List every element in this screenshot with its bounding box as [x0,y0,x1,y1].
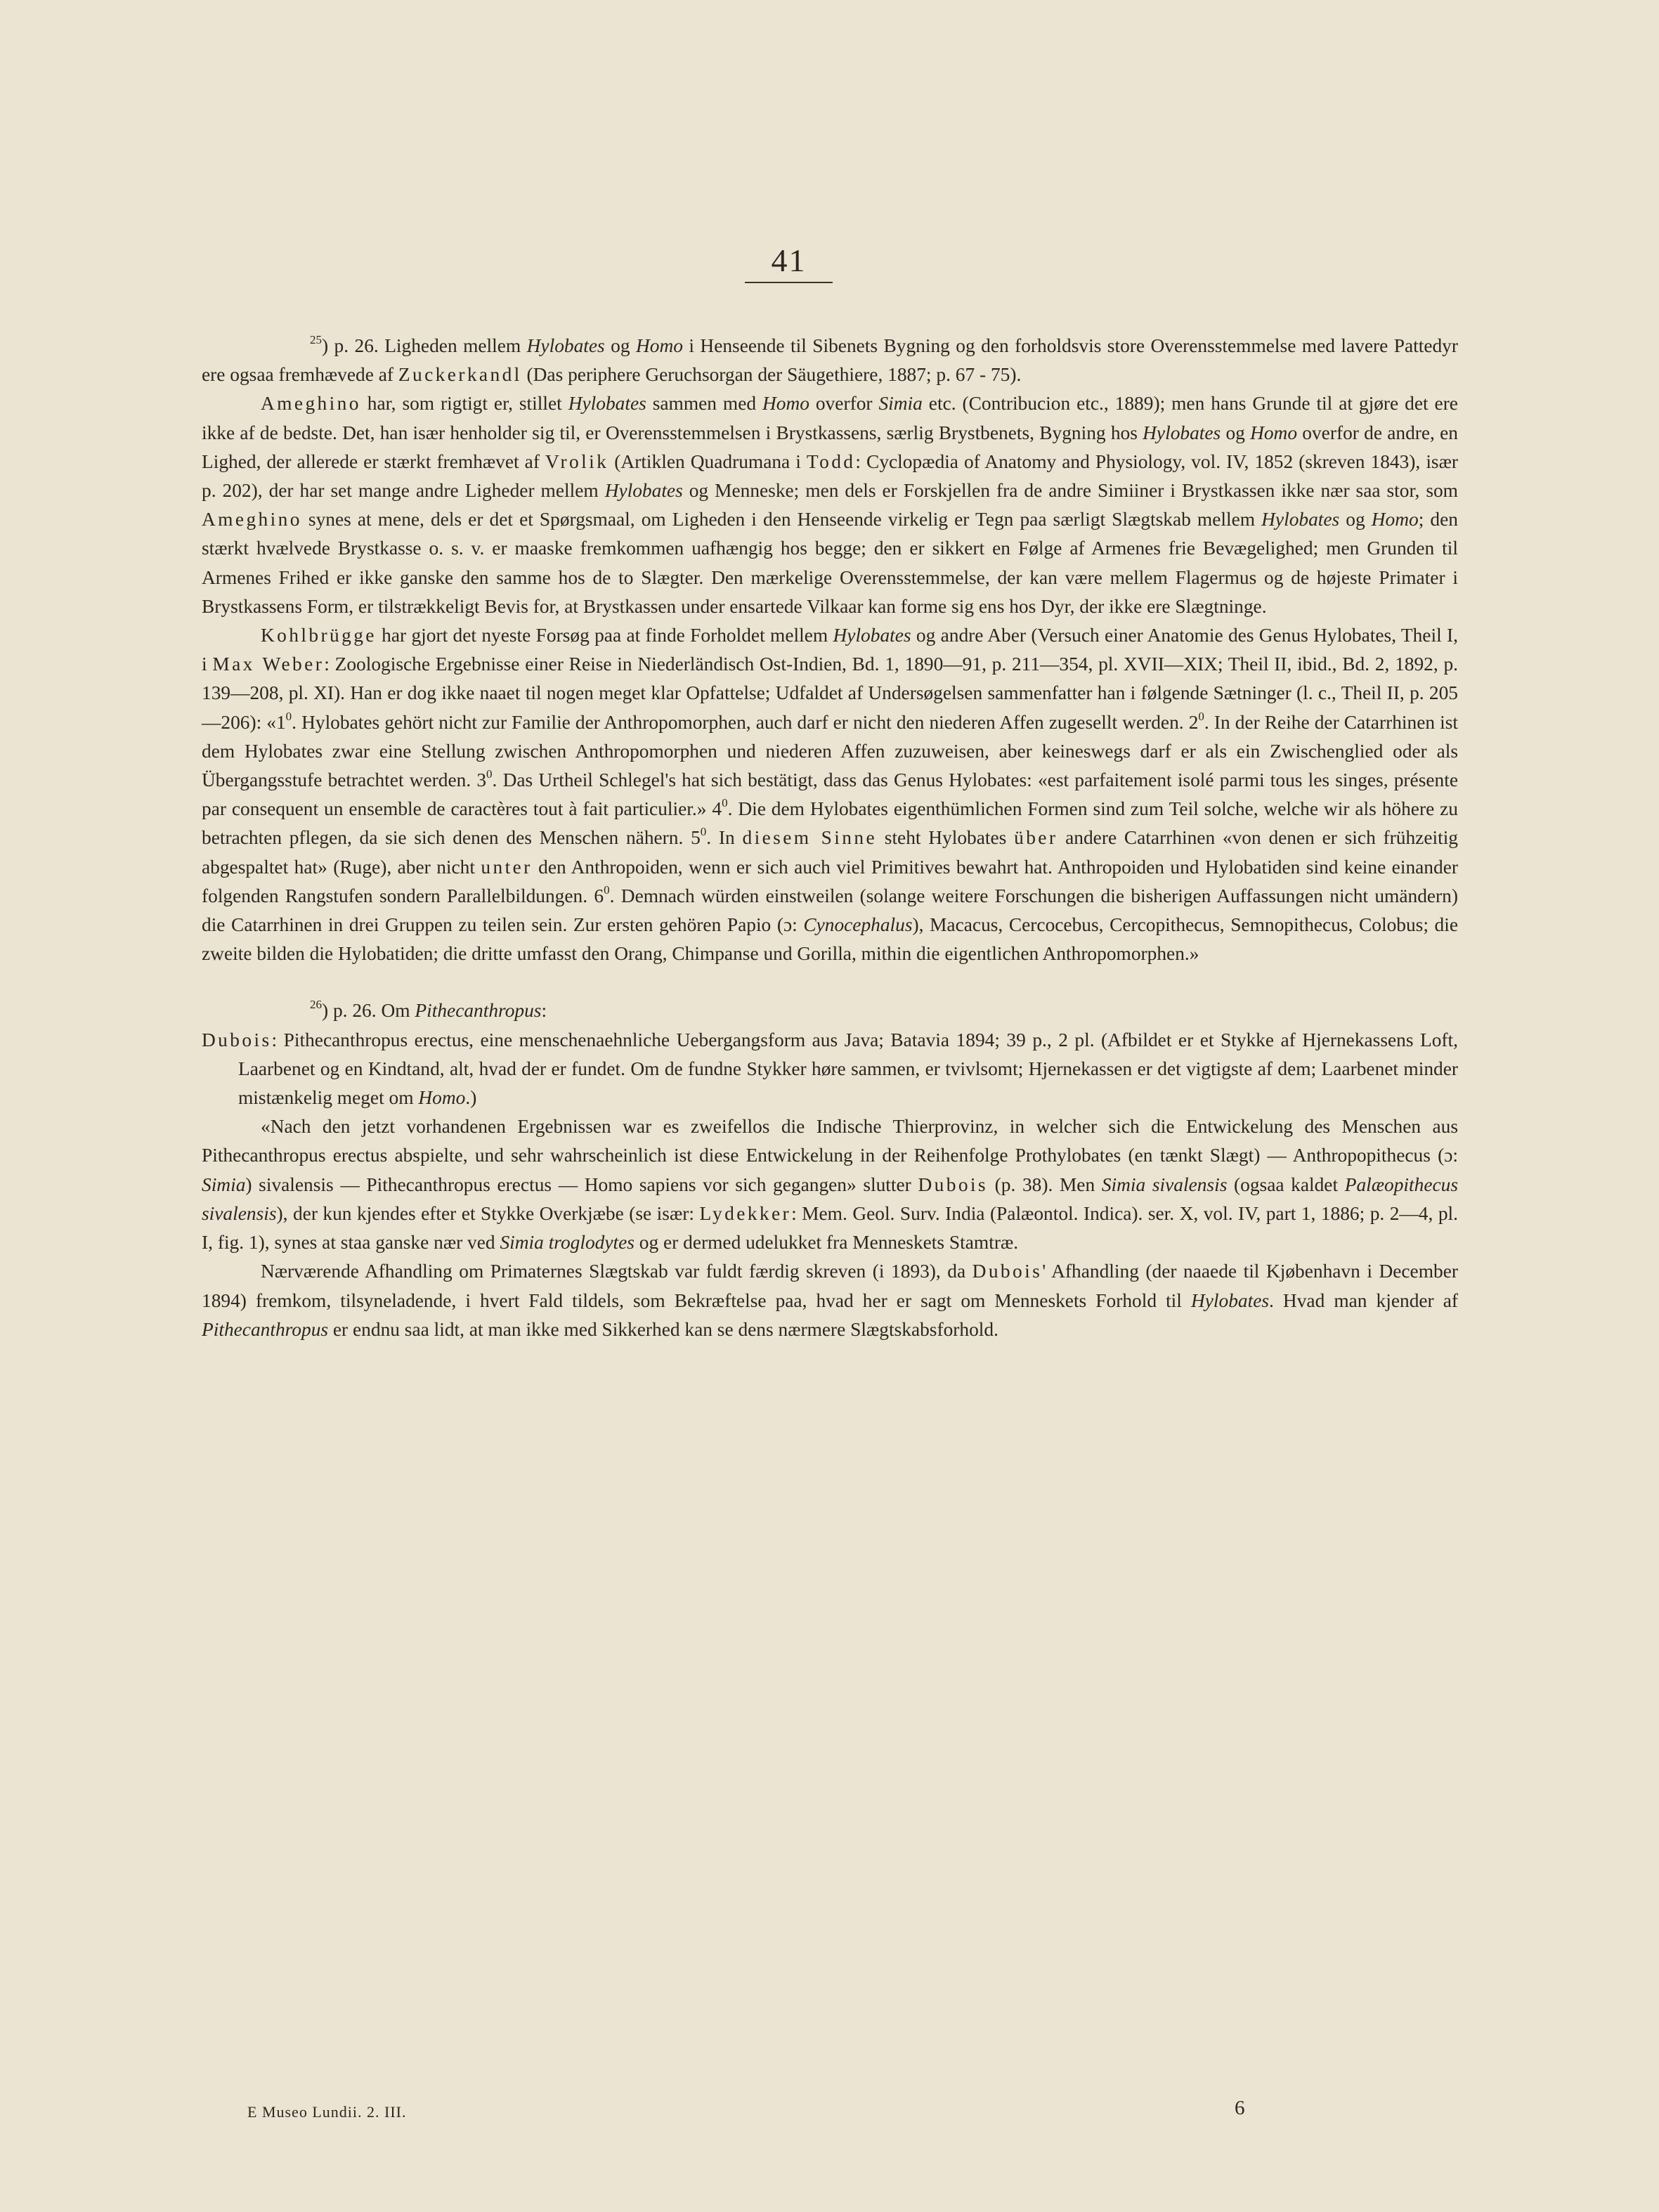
text-paragraph: Nærværende Afhandling om Primaternes Slægtskab var fuldt færdig skreven (i 1893), da Dubois' Afhandling (der naaede til Kjøbenhavn i December 1894) fremkom, tilsyneladende, i hvert Fald tildels, som Bekræftelse paa, hvad her er sagt om Menneskets Forhold til Hylobates. Hvad man kjender af Pithecanthropus er endnu saa lidt, at man ikke med Sikkerhed kan se dens nærmere Slægtskabsforhold. [202,1261,1458,1340]
page-body [202,332,1458,1344]
footer-imprint: E Museo Lundii. 2. III. [247,2103,407,2121]
text-paragraph: «Nach den jetzt vorhandenen Ergebnissen war es zweifellos die Indische Thierprovinz, in welcher sich die Entwickelung des Menschen aus Pithecanthropus erectus abspielte, und sehr wahrscheinlich ist diese Entwickelung in der Reihenfolge Prothylobates (en tænkt Slægt) — Anthropopithecus (ɔ: Simia) sivalensis — Pithecanthropus erectus — Homo sapiens vor sich gegangen» slutter Dubois (p. 38). Men Simia sivalensis (ogsaa kaldet Palæopithecus sivalensis), der kun kjendes efter et Stykke Overkjæbe (se især: Lydekker: Mem. Geol. Surv. India (Palæontol. Indica). ser. X, vol. IV, part 1, 1886; p. 2—4, pl. I, fig. 1), synes at staa ganske nær ved Simia troglodytes og er dermed udelukket fra Menneskets Stamtræ. [202,1116,1458,1254]
signature-mark: 6 [1235,2097,1246,2119]
note-25-paragraph: $^{25}$) p. 26. Ligheden mellem Hylobates og Homo i Henseende til Sibenets Bygning og den forholdsvis store Overensstemmelse med lavere Pattedyr ere ogsaa fremhævede af Zuckerkandl (Das periphere Geruchsorgan der Säugethiere, 1887; p. 67 - 75). [202,333,1458,386]
page-number: 41 [745,241,833,283]
text-paragraph: Kohlbrügge har gjort det nyeste Forsøg paa at finde Forholdet mellem Hylobates og andre Aber (Versuch einer Anatomie des Genus Hylobates, Theil I, i Max Weber: Zoologische Ergebnisse einer Reise in Niederländisch Ost-Indien, Bd. 1, 1890—91, p. 211—354, pl. XVII—XIX; Theil II, ibid., Bd. 2, 1892, p. 139—208, pl. XI). Han er dog ikke naaet til nogen meget klar Opfattelse; Udfaldet af Undersøgelsen sammenfatter han i følgende Sætninger (l. c., Theil II, p. 205—206): «$1^0$. Hylobates gehört nicht zur Familie der Anthropomorphen, auch darf er nicht den niederen Affen zugesellt werden. $2^0$. In der Reihe der Catarrhinen ist dem Hylobates zwar eine Stellung zwischen Anthropomorphen und niederen Affen zuzuweisen, aber keineswegs darf er als ein Zwischenglied oder als Übergangsstufe betrachtet werden. $3^0$. Das Urtheil Schlegel's hat sich bestätigt, dass das Genus Hylobates: «est parfaitement isolé parmi tous les singes, présente par consequent un ensemble de caractères tout à fait particulier.» $4^0$. Die dem Hylobates eigenthümlichen Formen sind zum Teil solche, welche wir als höhere zu betrachten pflegen, da sie sich denen des Menschen nähern. $5^0$. In diesem Sinne steht Hylobates über andere Catarrhinen «von denen er sich frühzeitig abgespaltet hat» (Ruge), aber nicht unter den Anthropoiden, wenn er sich auch viel Primitives bewahrt hat. Anthropoiden und Hylobatiden sind keine einander folgenden Rangstufen sondern Parallelbildungen. $6^0$. Demnach würden einstweilen (solange weitere Forschungen die bisherigen Auffassungen nicht umändern) die Catarrhinen in drei Gruppen zu teilen sein. Zur ersten gehören Papio (ɔ: Cynocephalus), Macacus, Cercocebus, Cercopithecus, Semnopithecus, Colobus; die zweite bilden die Hylobatiden; die dritte umfasst den Orang, Chimpanse und Gorilla, mithin die eigentlichen Anthropomorphen.» [202,625,1459,965]
page-footer [247,2097,1246,2123]
text-paragraph: Ameghino har, som rigtigt er, stillet Hylobates sammen med Homo overfor Simia etc. (Contribucion etc., 1889); men hans Grunde til at gjøre det ere ikke af de bedste. Det, han især henholder sig til, er Overensstemmelsen i Brystkassens, særlig Brystbenets, Bygning hos Hylobates og Homo overfor de andre, en Lighed, der allerede er stærkt fremhævet af Vrolik (Artiklen Quadrumana i Todd: Cyclopædia of Anatomy and Physiology, vol. IV, 1852 (skreven 1843), især p. 202), der har set mange andre Ligheder mellem Hylobates og Menneske; men dels er Forskjellen fra de andre Simiiner i Brystkassen ikke nær saa stor, som Ameghino synes at mene, dels er det et Spørgsmaal, om Ligheden i den Henseende virkelig er Tegn paa særligt Slægtskab mellem Hylobates og Homo; den stærkt hvælvede Brystkasse o. s. v. er maaske fremkommen uafhængig hos begge; den er sikkert en Følge af Armenes frie Bevægelighed; men Grunden til Armenes Frihed er ikke ganske den samme hos de to Slægter. Den mærkelige Overensstemmelse, der kan være mellem Flagermus og de højeste Primater i Brystkassens Form, er tilstrækkeligt Bevis for, at Brystkassen under ensartede Vilkaar kan forme sig ens hos Dyr, der ikke ere Slægtninge. [202,393,1458,617]
text-paragraph: Dubois: Pithecanthropus erectus, eine menschenaehnliche Uebergangsform aus Java; Batavia 1894; 39 p., 2 pl. (Afbildet er et Stykke af Hjernekassens Loft, Laarbenet og en Kindtand, alt, hvad der er fundet. Om de fundne Stykker høre sammen, er tvivlsomt; Hjernekassen er det vigtigste af dem; Laarbenet minder mistænkelig meget om Homo.) [202,1029,1458,1109]
note-26-heading: $^{26}$) p. 26. Om Pithecanthropus: [310,998,547,1022]
